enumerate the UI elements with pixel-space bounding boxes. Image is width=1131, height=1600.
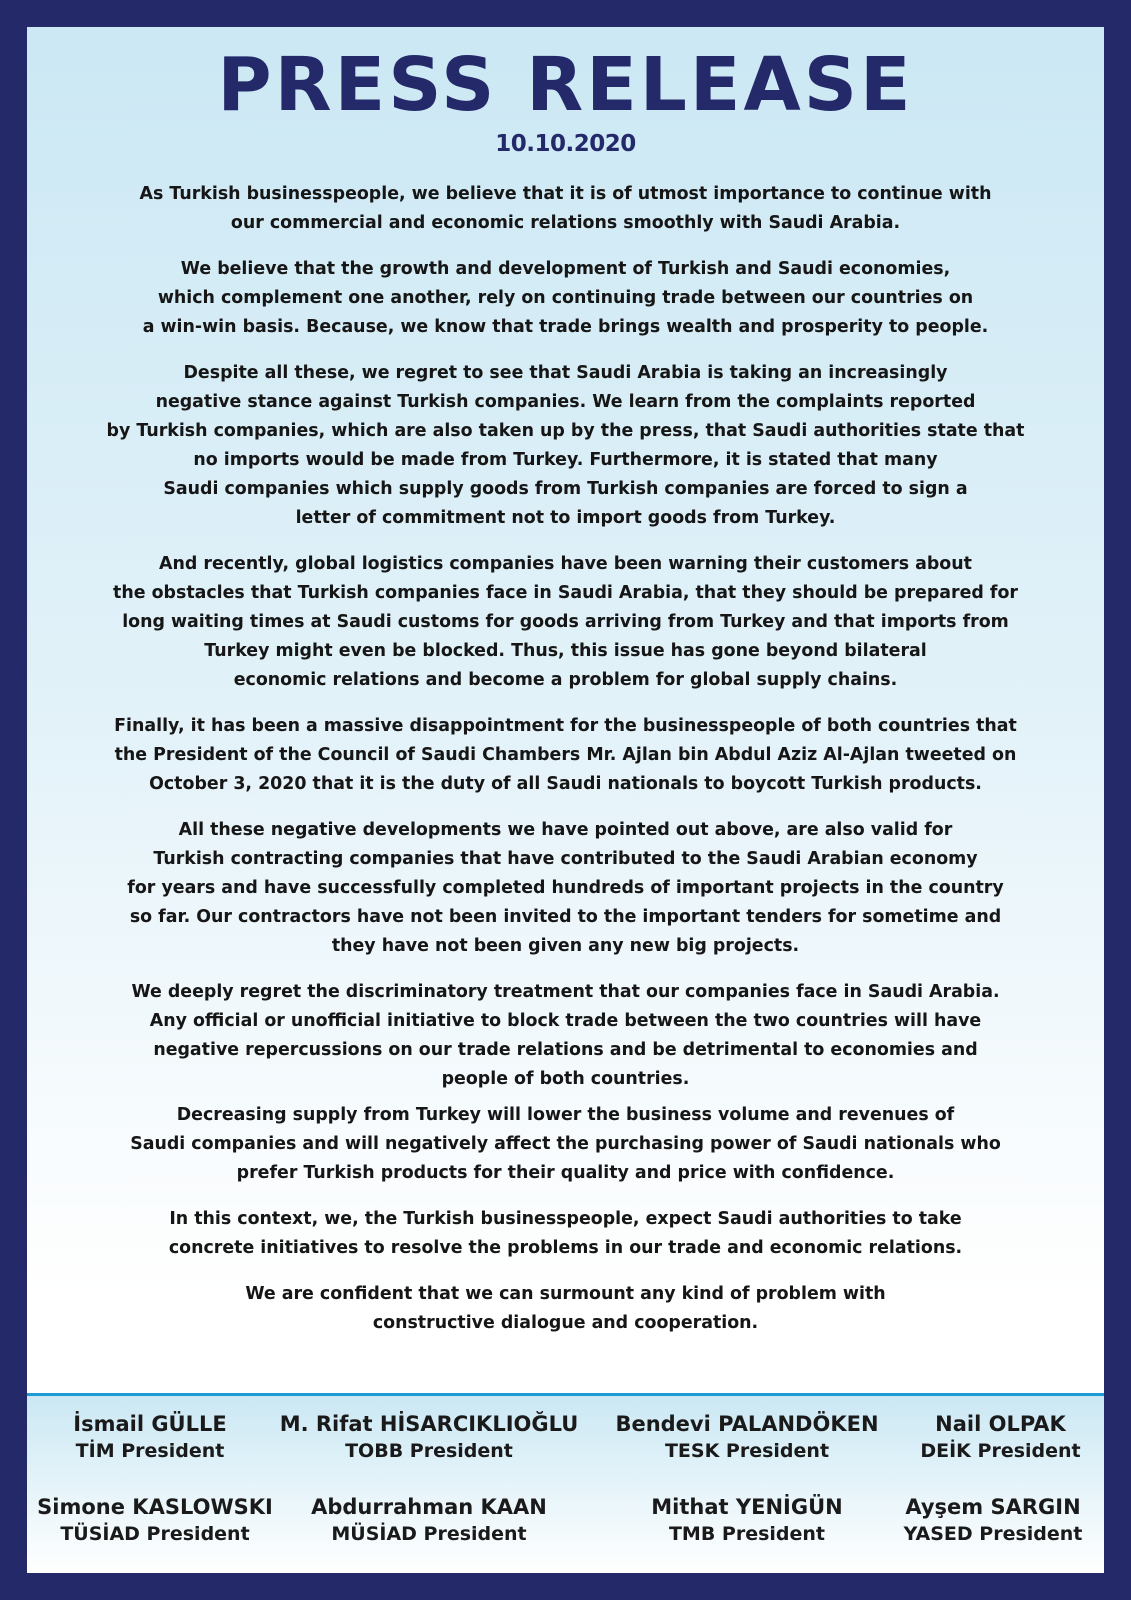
paragraph-line: October 3, 2020 that it is the duty of all Saudi nationals to boycott Turkish products. — [149, 774, 982, 794]
signatory-role: TESK President — [664, 1440, 830, 1462]
paragraph — [27, 978, 1104, 1094]
signatory-name: M. Rifat HİSARCIKLIOĞLU — [279, 1412, 579, 1436]
paragraph-line: We believe that the growth and development of Turkish and Saudi economies, — [180, 259, 951, 279]
signatory-tusiad — [27, 1493, 283, 1548]
paragraph — [27, 816, 1104, 961]
paragraph-line: concrete initiatives to resolve the problems in our trade and economic relations. — [168, 1238, 963, 1258]
paragraph-line: prefer Turkish products for their quality and price with confidence. — [236, 1163, 895, 1183]
paragraph-line: Saudi companies and will negatively affect the purchasing power of Saudi nationals who — [130, 1134, 1001, 1154]
paragraph-line: the President of the Council of Saudi Chambers Mr. Ajlan bin Abdul Aziz Al-Ajlan tweeted on — [114, 745, 1017, 765]
signatory-name: Ayşem SARGIN — [905, 1495, 1081, 1519]
paragraph-line: economic relations and become a problem for global supply chains. — [233, 670, 898, 690]
paragraph-line: All these negative developments we have pointed out above, are also valid for — [178, 820, 953, 840]
signatory-role: DEİK President — [920, 1440, 1081, 1462]
paragraph — [27, 712, 1104, 799]
signatory-musiad — [283, 1493, 575, 1548]
signatory-name: Simone KASLOWSKI — [37, 1495, 273, 1519]
paragraph — [27, 1280, 1104, 1338]
page-title: PRESS RELEASE — [217, 42, 914, 128]
paragraph — [27, 1101, 1104, 1188]
paragraph-line: people of both countries. — [441, 1069, 690, 1089]
paragraph-line: Turkey might even be blocked. Thus, this issue has gone beyond bilateral — [204, 641, 927, 661]
paragraph-line: Saudi companies which supply goods from Turkish companies are forced to sign a — [163, 479, 968, 499]
paragraph — [27, 1205, 1104, 1263]
paragraph-line: long waiting times at Saudi customs for goods arriving from Turkey and that imports from — [122, 612, 1009, 632]
signatory-tmb — [597, 1493, 897, 1548]
paragraph-line: Despite all these, we regret to see that Saudi Arabia is taking an increasingly — [183, 363, 948, 383]
signatory-role: TOBB President — [345, 1440, 513, 1462]
signatory-tim — [27, 1410, 273, 1465]
paragraph-line: the obstacles that Turkish companies face in Saudi Arabia, that they should be prepared for — [113, 583, 1018, 603]
paragraph-line: they have not been given any new big projects. — [331, 936, 800, 956]
paragraph-line: In this context, we, the Turkish businesspeople, expect Saudi authorities to take — [169, 1209, 962, 1229]
signatory-name: Nail OLPAK — [935, 1412, 1066, 1436]
paragraph-line: so far. Our contractors have not been invited to the important tenders for sometime and — [129, 907, 1002, 927]
signatory-name: Mithat YENİGÜN — [651, 1495, 843, 1519]
signatory-name: Bendevi PALANDÖKEN — [615, 1412, 879, 1436]
paragraph-line: no imports would be made from Turkey. Furthermore, it is stated that many — [193, 450, 938, 470]
release-body — [27, 180, 1104, 1355]
paragraph-line: negative repercussions on our trade relations and be detrimental to economies and — [153, 1040, 978, 1060]
paragraph-line: by Turkish companies, which are also taken up by the press, that Saudi authorities state that — [106, 421, 1025, 441]
signatory-tesk — [597, 1410, 897, 1465]
paragraph-line: As Turkish businesspeople, we believe that it is of utmost importance to continue with — [139, 184, 992, 204]
signatory-name: İsmail GÜLLE — [73, 1412, 227, 1436]
paragraph-line: our commercial and economic relations smoothly with Saudi Arabia. — [230, 213, 901, 233]
signatories — [27, 1396, 1104, 1573]
signatory-role: YASED President — [903, 1523, 1083, 1545]
signatory-deik — [897, 1410, 1104, 1465]
paragraph — [27, 255, 1104, 342]
signatory-role: MÜSİAD President — [331, 1523, 527, 1545]
paragraph-line: And recently, global logistics companies have been warning their customers about — [159, 554, 972, 574]
paragraph-line: Decreasing supply from Turkey will lower the business volume and revenues of — [176, 1105, 955, 1125]
paragraph — [27, 359, 1104, 533]
paragraph-line: We are confident that we can surmount any kind of problem with — [245, 1284, 886, 1304]
signatory-role: TÜSİAD President — [60, 1523, 250, 1545]
paragraph-line: a win-win basis. Because, we know that trade brings wealth and prosperity to people. — [142, 317, 989, 337]
release-date: 10.10.2020 — [495, 131, 636, 157]
signatory-tobb — [273, 1410, 585, 1465]
paragraph-line: Turkish contracting companies that have contributed to the Saudi Arabian economy — [153, 849, 978, 869]
paragraph-line: Any official or unofficial initiative to block trade between the two countries will have — [149, 1011, 982, 1031]
paragraph-line: Finally, it has been a massive disappointment for the businesspeople of both countries that — [114, 716, 1017, 736]
paragraph-line: for years and have successfully completed hundreds of important projects in the country — [127, 878, 1004, 898]
paragraph-line: letter of commitment not to import goods from Turkey. — [295, 508, 836, 528]
paragraph — [27, 550, 1104, 695]
paragraph-line: constructive dialogue and cooperation. — [372, 1313, 759, 1333]
signatory-yased — [882, 1493, 1104, 1548]
signatory-name: Abdurrahman KAAN — [311, 1495, 547, 1519]
paragraph-line: negative stance against Turkish companies. We learn from the complaints reported — [155, 392, 976, 412]
paragraph-line: which complement one another, rely on continuing trade between our countries on — [157, 288, 974, 308]
paragraph-line: We deeply regret the discriminatory treatment that our companies face in Saudi Arabia. — [131, 982, 1000, 1002]
press-release-panel — [27, 27, 1104, 1573]
paragraph — [27, 180, 1104, 238]
signatory-role: TMB President — [668, 1523, 826, 1545]
signatory-role: TİM President — [75, 1440, 225, 1462]
